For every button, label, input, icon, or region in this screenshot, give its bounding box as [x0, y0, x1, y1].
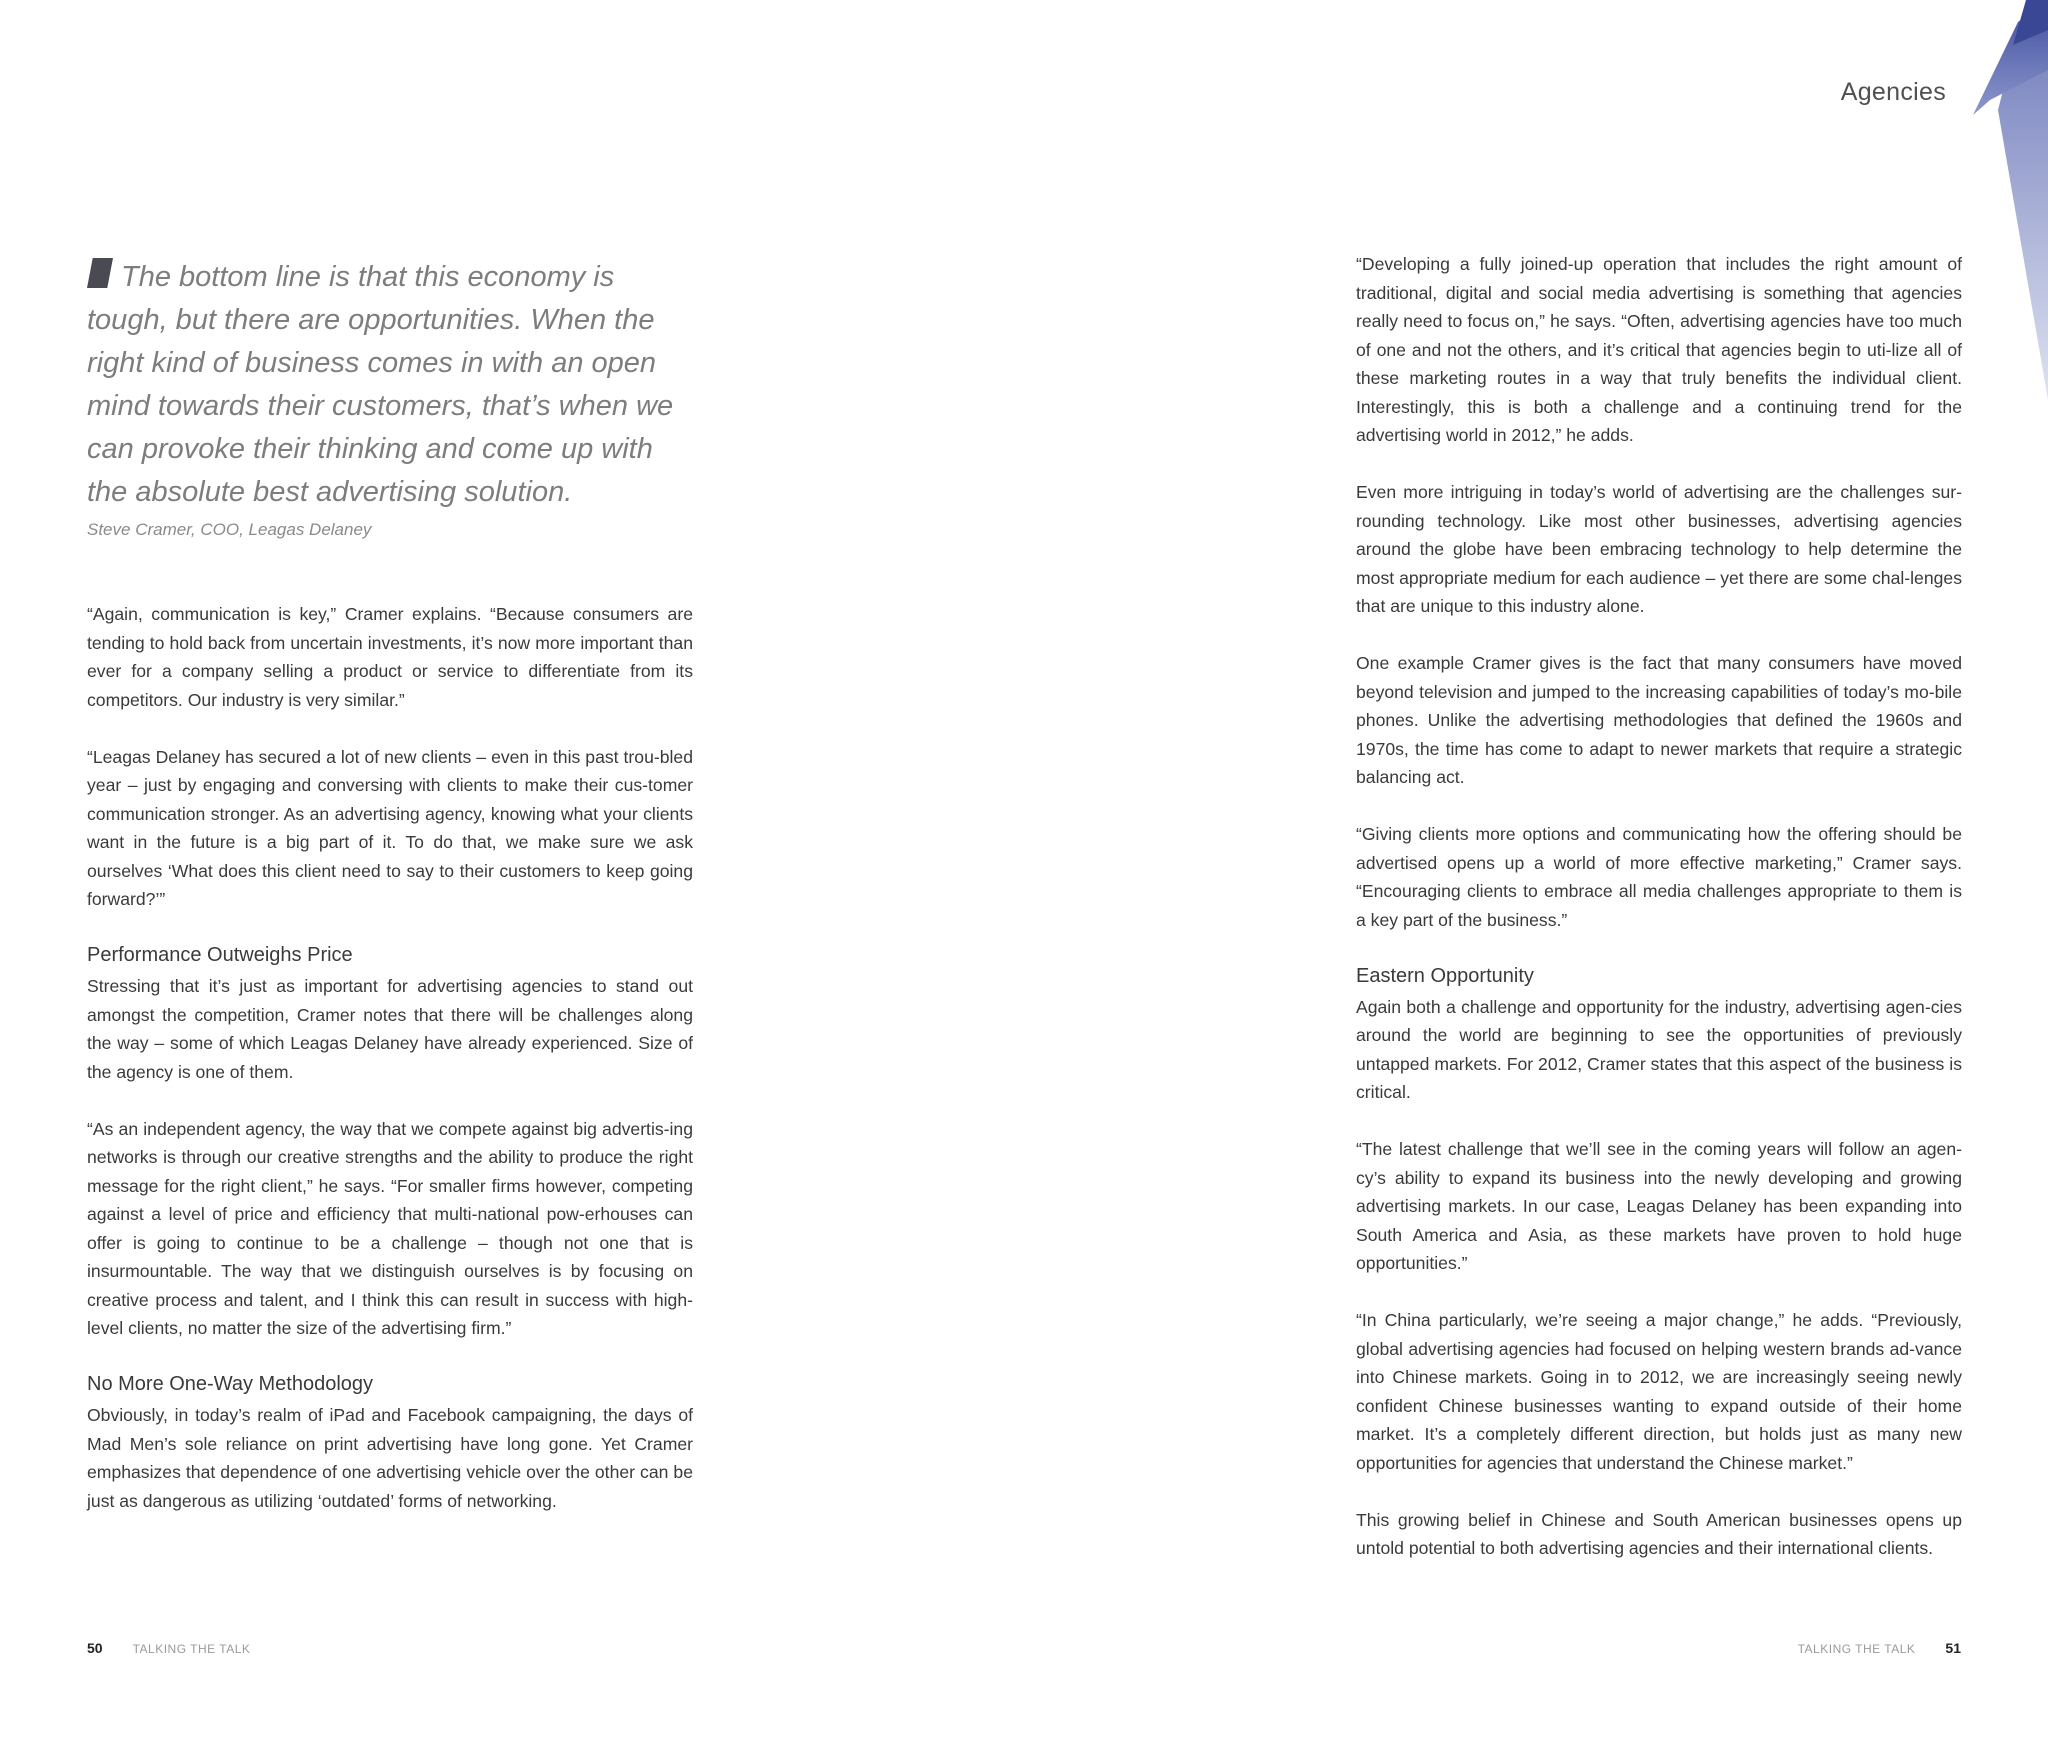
- corner-decoration: [1968, 0, 2048, 410]
- quote-mark-icon: [87, 258, 113, 288]
- left-column: [87, 256, 693, 1544]
- pull-quote: [87, 256, 693, 540]
- publication-title: TALKING THE TALK: [1797, 1642, 1916, 1656]
- body-paragraph: Even more intriguing in today’s world of advertising are the challenges sur-rounding technology. Like most other businesses, advertising agencies around the globe have been embracing technology to help determine the most appropriate medium for each audience – yet there are some chal-lenges that are unique to this industry alone.: [1356, 482, 1962, 616]
- footer-left: [87, 1640, 250, 1656]
- right-column: [1356, 250, 1962, 1591]
- body-paragraph: “Giving clients more options and communicating how the offering should be advertised opens up a world of more effective marketing,” Cramer says. “Encouraging clients to embrace all media challenges appropriate to them is a key part of the business.”: [1356, 824, 1962, 930]
- body-paragraph: “Developing a fully joined-up operation that includes the right amount of traditional, digital and social media advertising is something that agencies really need to focus on,” he says. “Often, advertising agencies have too much of one and not the others, and it’s critical that agencies begin to uti-lize all of these marketing routes in a way that truly benefits the individual client. Interestingly, this is both a challenge and a continuing trend for the advertising world in 2012,” he adds.: [1356, 254, 1962, 445]
- body-paragraph: Stressing that it’s just as important for advertising agencies to stand out amongst the competition, Cramer notes that there will be challenges along the way – some of which Leagas Delaney have already experienced. Size of the agency is one of them.: [87, 976, 693, 1082]
- body-paragraph: Again both a challenge and opportunity for the industry, advertising agen-cies around the world are beginning to see the opportunities of previously untapped markets. For 2012, Cramer states that this aspect of the business is critical.: [1356, 996, 1962, 1102]
- page-number: 51: [1945, 1640, 1961, 1656]
- publication-title: TALKING THE TALK: [132, 1642, 251, 1656]
- section-heading: Eastern Opportunity: [1356, 964, 1534, 987]
- page-number: 50: [87, 1640, 103, 1656]
- body-paragraph: “As an independent agency, the way that we compete against big advertis-ing networks is through our creative strengths and the ability to produce the right message for the right client,” he says. “For smaller firms however, competing against a level of price and efficiency that multi-national pow-erhouses can offer is going to continue to be a challenge – though not one that is insurmountable. The way that we distinguish ourselves is by focusing on creative process and talent, and I think this can result in success with high-level clients, no matter the size of the advertising firm.”: [87, 1118, 693, 1338]
- body-paragraph: “In China particularly, we’re seeing a major change,” he adds. “Previously, global advertising agencies had focused on helping western brands ad-vance into Chinese markets. Going in to 2012, we are increasingly seeing newly confident Chinese businesses wanting to expand outside of their home market. It’s a completely different direction, but holds just as many new opportunities for agencies that understand the Chinese market.”: [1356, 1310, 1962, 1473]
- body-paragraph: “Again, communication is key,” Cramer explains. “Because consumers are tending to hold back from uncertain investments, it’s now more important than ever for a company selling a product or service to differentiate from its competitors. Our industry is very similar.”: [87, 604, 693, 710]
- section-heading: No More One-Way Methodology: [87, 1373, 374, 1395]
- pull-quote-text: The bottom line is that this economy is tough, but there are opportunities. When the right kind of business comes in with an open mind towards their customers, that’s when we can provoke their thinking and come up with the absolute best advertising solution.: [87, 261, 674, 508]
- section-label: Agencies: [1840, 78, 1946, 106]
- pull-quote-attribution: Steve Cramer, COO, Leagas Delaney: [87, 520, 372, 539]
- footer-right: [1798, 1640, 1961, 1656]
- body-paragraph: This growing belief in Chinese and South American businesses opens up untold potential to both advertising agencies and their international clients.: [1356, 1509, 1962, 1558]
- body-paragraph: “The latest challenge that we’ll see in the coming years will follow an agen-cy’s ability to expand its business into the newly developing and growing advertising markets. In our case, Leagas Delaney has been expanding into South America and Asia, as these markets have proven to hold huge opportunities.”: [1356, 1139, 1962, 1273]
- body-paragraph: “Leagas Delaney has secured a lot of new clients – even in this past trou-bled year – just by engaging and conversing with clients to make their cus-tomer communication stronger. As an advertising agency, knowing what your clients want in the future is a big part of it. To do that, we make sure we ask ourselves ‘What does this client need to say to their customers to keep going forward?’”: [87, 746, 693, 909]
- body-paragraph: One example Cramer gives is the fact that many consumers have moved beyond television and jumped to the increasing capabilities of today’s mo-bile phones. Unlike the advertising methodologies that defined the 1960s and 1970s, the time has come to adapt to newer markets that require a strategic balancing act.: [1356, 653, 1962, 787]
- body-paragraph: Obviously, in today’s realm of iPad and Facebook campaigning, the days of Mad Men’s sole reliance on print advertising have long gone. Yet Cramer emphasizes that dependence of one advertising vehicle over the other can be just as dangerous as utilizing ‘outdated’ forms of networking.: [87, 1405, 693, 1511]
- section-heading: Performance Outweighs Price: [87, 944, 353, 966]
